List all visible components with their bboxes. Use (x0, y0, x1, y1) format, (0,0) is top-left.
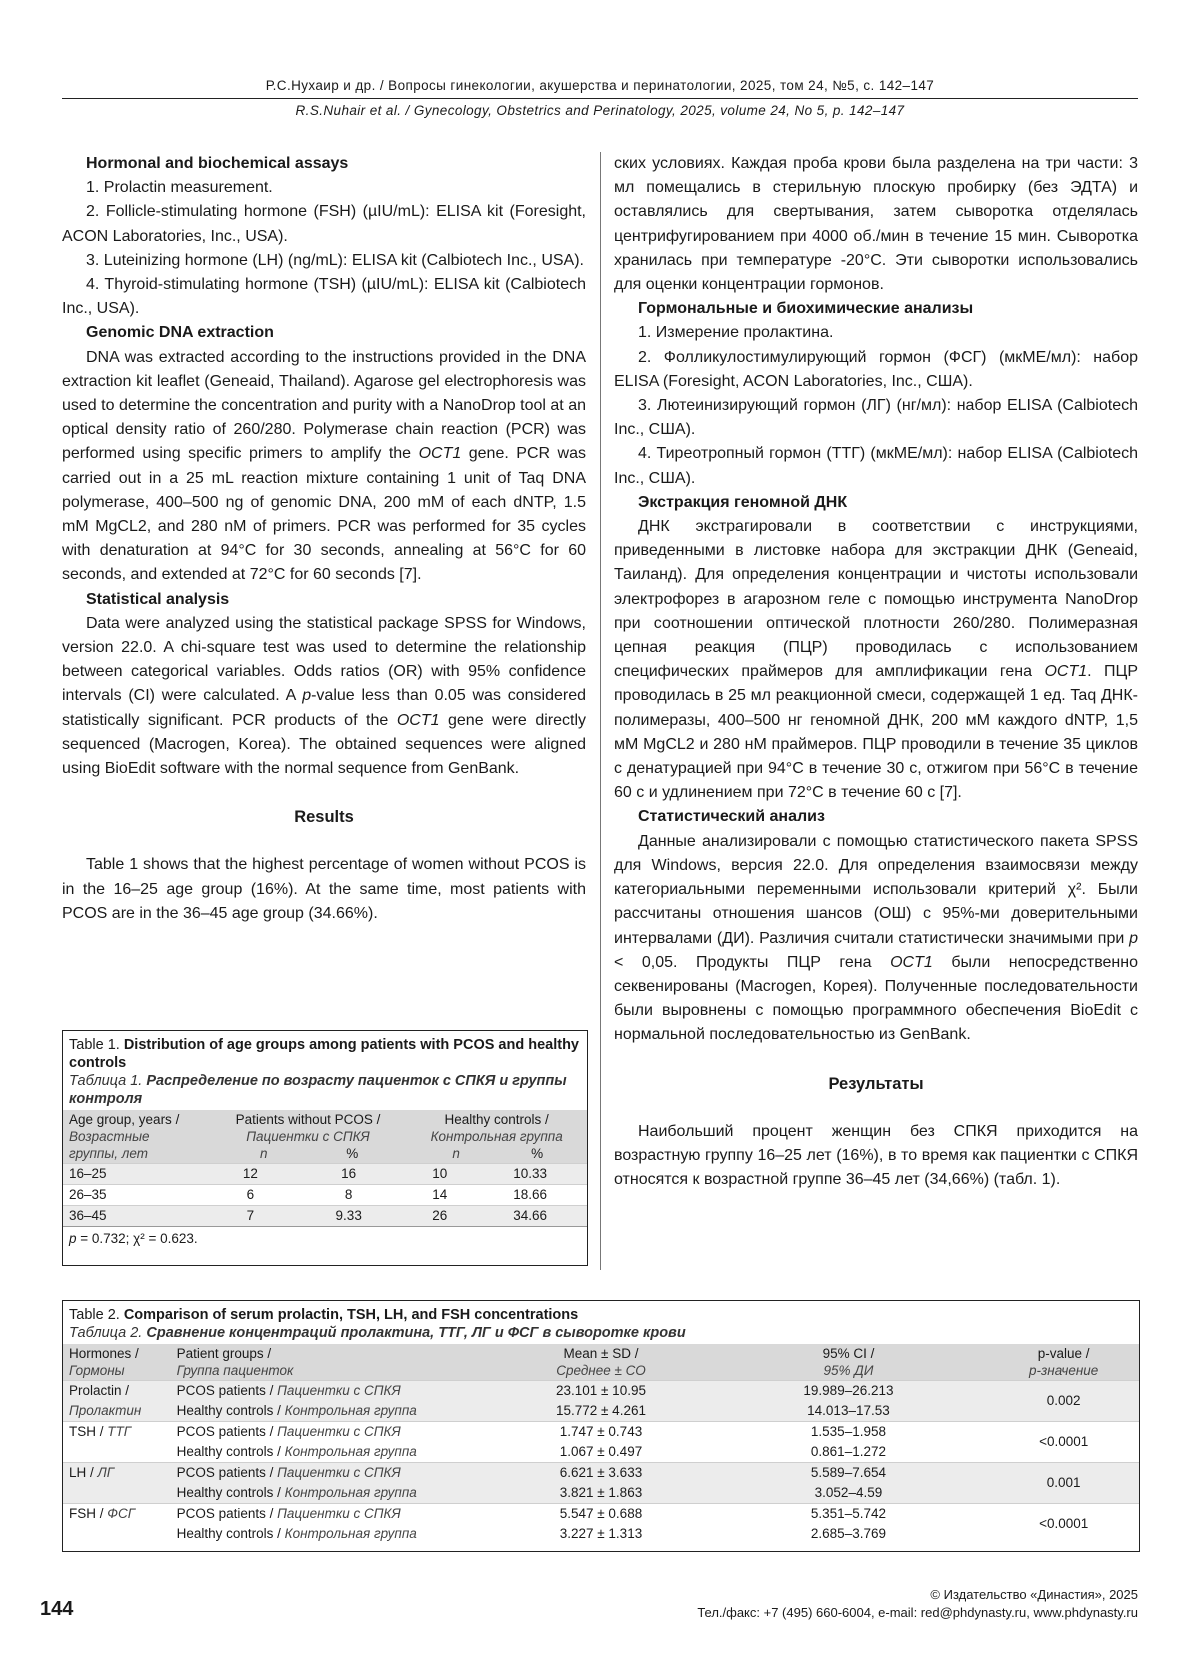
t2-header-ci: 95% CI / 95% ДИ (822, 1346, 875, 1378)
heading-results-ru: Результаты (828, 1074, 924, 1093)
assay-1-ru: 1. Измерение пролактина. (638, 324, 834, 342)
right-column (614, 152, 1138, 1192)
running-header-ru: Р.С.Нухаир и др. / Вопросы гинекологии, акушерства и перинатологии, 2025, том 24, №5, с. 142–147 (265, 78, 935, 93)
assay-2-en: 2. Follicle-stimulating hormone (FSH) (µIU/mL): ELISA kit (Foresight, ACON Laboratories, Inc., USA). (62, 203, 586, 245)
paragraph-results-ru: Наибольший процент женщин без СПКЯ приходится на возрастную группу 16–25 лет (16%), в то время как пациентки с СПКЯ относятся к возрастной группе 36–45 лет (34,66%) (табл. 1). (614, 1122, 1138, 1189)
heading-assays-en: Hormonal and biochemical assays (86, 155, 349, 172)
table-1-caption: Table 1. Distribution of age groups among patients with PCOS and healthy controls Таблица 1. Распределение по возрасту пациенток с СПКЯ и группы контроля (69, 1037, 579, 1107)
heading-results-en: Results (294, 808, 354, 827)
running-header-en: R.S.Nuhair et al. / Gynecology, Obstetrics and Perinatology, 2025, volume 24, No 5, p. 142–147 (295, 103, 905, 118)
table-row: 26–35 6 8 14 18.66 (63, 1185, 587, 1206)
table-1-footnote: p = 0.732; χ² = 0.623. (63, 1226, 587, 1250)
t2-header-p: p-value / p-значение (1029, 1346, 1099, 1378)
table-2 (62, 1300, 1140, 1552)
t2-header-hormones: Hormones / Гормоны (69, 1346, 139, 1378)
heading-assays-ru: Гормональные и биохимические анализы (638, 300, 974, 318)
paragraph-stat-en: Data were analyzed using the statistical package SPSS for Windows, version 22.0. A chi-square test was used to determine the relationship between categorical variables. Odds ratios (OR) with 95% confidence intervals (CI) were calculated. A p-value less than 0.05 was considered statistically significant. PCR products of the OCT1 gene were directly sequenced (Macrogen, Korea). The obtained sequences were aligned using BioEdit software with the normal sequence from GenBank. (62, 614, 586, 778)
table-row: Healthy controls / Контрольная группа 1.067 ± 0.497 0.861–1.272 (176, 1444, 886, 1459)
table-row: LH / ЛГ PCOS patients / Пациентки с СПКЯ 6.621 ± 3.633 5.589–7.654 0.001 (63, 1463, 1139, 1484)
assay-2-ru: 2. Фолликулостимулирующий гормон (ФСГ) (мкМЕ/мл): набор ELISA (Foresight, ACON Laboratories, Inc., США). (614, 348, 1138, 390)
table-row: FSH / ФСГ PCOS patients / Пациентки с СПКЯ 5.547 ± 0.688 5.351–5.742 <0.0001 (63, 1504, 1139, 1525)
table-row: Healthy controls / Контрольная группа 3.821 ± 1.863 3.052–4.59 (63, 1483, 1139, 1504)
page-number: 144 (40, 1598, 74, 1620)
t1-header-age: Age group, years / Возрастные группы, лет (69, 1112, 180, 1161)
paragraph-stat-ru: Данные анализировали с помощью статистического пакета SPSS для Windows, версия 22.0. Для определения взаимосвязи между категориальными переменными использовали критерий χ². Были рассчитаны отношения шансов (ОШ) с 95%-ми доверительными интервалами (ДИ). Различия считали статистически значимыми при p < 0,05. Продукты ПЦР гена OCT1 были непосредственно секвенированы (Macrogen, Корея). Полученные последовательности были выровнены с помощью программного обеспечения BioEdit с нормальной последовательностью из GenBank. (614, 832, 1138, 1044)
assay-4-en: 4. Thyroid-stimulating hormone (TSH) (µIU/mL): ELISA kit (Calbiotech Inc., USA). (62, 276, 586, 318)
assay-3-en: 3. Luteinizing hormone (LH) (ng/mL): ELISA kit (Calbiotech Inc., USA). (86, 251, 584, 269)
table-row: Prolactin / Пролактин PCOS patients / Пациентки с СПКЯ 23.101 ± 10.95 19.989–26.213 0.002 (63, 1381, 1139, 1402)
table-1 (62, 1030, 588, 1266)
t1-header-controls: Healthy controls / Контрольная группа n % (430, 1112, 563, 1161)
assay-4-ru: 4. Тиреотропный гормон (ТТГ) (мкМЕ/мл): набор ELISA (Calbiotech Inc., США). (614, 445, 1138, 487)
paragraph-dna-ru: ДНК экстрагировали в соответствии с инструкциями, приведенными в листовке набора для экстракции ДНК (Geneaid, Таиланд). Для определения концентрации и чистоты использовали электрофорез в агарозном геле с помощью инструмента NanoDrop при соотношении оптической плотности 260/280. Полимеразная цепная реакция (ПЦР) проводилась с использованием специфических праймеров для амплификации гена OCT1. ПЦР проводилась в 25 мл реакционной смеси, содержащей 1 ед. Taq ДНК-полимеразы, 400–500 нг геномной ДНК, 200 мМ каждого dNTP, 1,5 мМ MgCL2 и 280 нМ праймеров. ПЦР проводили в течение 35 циклов с денатурацией при 94°С в течение 30 с, отжигом при 56°С в течение 60 с и удлинением при 72°С в течение 60 с [7]. (614, 518, 1139, 802)
table-2-caption: Table 2. Comparison of serum prolactin, TSH, LH, and FSH concentrations Таблица 2. Сравнение концентраций пролактина, ТТГ, ЛГ и ФСГ в сыворотке крови (69, 1307, 686, 1341)
table-row: TSH / ТТГ PCOS patients / Пациентки с СПКЯ 1.747 ± 0.743 1.535–1.958 <0.0001 (63, 1422, 1139, 1443)
heading-stat-ru: Статистический анализ (638, 808, 825, 826)
paragraph-dna-en: DNA was extracted according to the instructions provided in the DNA extraction kit leaflet (Geneaid, Thailand). Agarose gel electrophoresis was used to determine the concentration and purity with a NanoDrop tool at an optical density ratio of 260/280. Polymerase chain reaction (PCR) was performed using specific primers to amplify the OCT1 gene. PCR was carried out in a 25 mL reaction mixture containing 1 unit of Taq DNA polymerase, 400–500 ng of genomic DNA, 200 mM of each dNTP, 1.5 mM MgCL2, and 280 nM of primers. PCR was performed for 35 cycles with denaturation at 94°C for 30 seconds, annealing at 56°C for 60 seconds, and extended at 72°C for 60 seconds [7]. (62, 348, 586, 584)
t2-header-groups: Patient groups / Группа пациенток (176, 1346, 294, 1378)
paragraph-results-en: Table 1 shows that the highest percentage of women without PCOS is in the 16–25 age group (16%). At the same time, most patients with PCOS are in the 36–45 age group (34.66%). (62, 856, 586, 922)
column-divider (600, 152, 601, 1270)
table-1-grid (63, 1110, 587, 1226)
assay-1-en: 1. Prolactin measurement. (86, 179, 273, 197)
table-row: Healthy controls / Контрольная группа 15.772 ± 4.261 14.013–17.53 (63, 1401, 1139, 1422)
header-rule (62, 98, 1138, 99)
heading-stat-en: Statistical analysis (86, 590, 230, 608)
assay-3-ru: 3. Лютеинизирующий гормон (ЛГ) (нг/мл): набор ELISA (Calbiotech Inc., США). (614, 397, 1138, 439)
heading-dna-en: Genomic DNA extraction (86, 324, 274, 342)
table-2-grid (63, 1344, 1139, 1544)
t1-header-pcos: Patients without PCOS / Пациентки с СПКЯ n % (235, 1112, 381, 1161)
heading-dna-ru: Экстракция геномной ДНК (638, 493, 848, 511)
publisher-footer (697, 1586, 1138, 1622)
publisher-contacts: Тел./факс: +7 (495) 660-6004, e-mail: red@phdynasty.ru, www.phdynasty.ru (697, 1605, 1138, 1620)
table-row: Healthy controls / Контрольная группа 3.227 ± 1.313 2.685–3.769 (176, 1526, 886, 1541)
publisher-copyright: © Издательство «Династия», 2025 (930, 1587, 1138, 1602)
t2-header-mean: Mean ± SD / Среднее ± СО (556, 1346, 646, 1378)
table-row: 36–45 7 9.33 26 34.66 (63, 1206, 587, 1227)
left-column (62, 152, 586, 926)
table-row: 16–25 12 16 10 10.33 (63, 1164, 587, 1185)
paragraph-continuation-ru: ских условиях. Каждая проба крови была разделена на три части: 3 мл помещались в стерильную плоскую пробирку (без ЭДТА) и оставлялись для свертывания, затем сыворотка отделялась центрифугированием при 4000 об./мин в течение 15 мин. Сыворотка хранилась при температуре -20°С. Эти сыворотки использовались для оценки концентрации гормонов. (614, 155, 1138, 294)
